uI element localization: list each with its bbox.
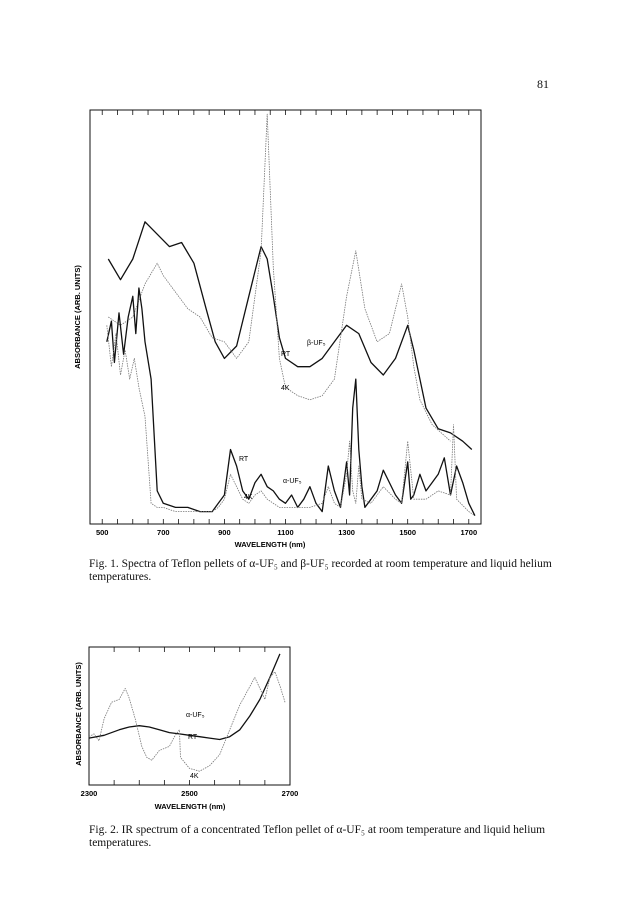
fig1-tick-label-700: 700 <box>157 528 170 537</box>
fig1-tick-label-1700: 1700 <box>460 528 478 537</box>
fig2-tick-label-2500: 2500 <box>181 789 198 798</box>
fig2-series-0 <box>89 654 280 740</box>
fig2-xlabel: WAVELENGTH (nm) <box>154 802 226 811</box>
figure-1-caption: Fig. 1. Spectra of Teflon pellets of α-UF₅ and β-UF₅ recorded at room temperature and liquid helium temperatures. <box>89 558 552 583</box>
fig1-series-3 <box>107 325 475 515</box>
fig1-tick-label-500: 500 <box>95 528 109 537</box>
fig1-tick-label-1100: 1100 <box>277 528 294 537</box>
fig1-tick-label-1500: 1500 <box>399 528 417 537</box>
fig1-label-beta-rt: RT <box>281 351 291 358</box>
fig1-series-0 <box>108 222 472 450</box>
fig2-label-4k: 4K <box>190 773 199 780</box>
figure-2-chart <box>0 635 624 825</box>
fig2-tick-label-2700: 2700 <box>281 789 299 798</box>
fig1-series-1 <box>108 114 450 441</box>
fig1-plot-frame <box>90 110 481 524</box>
fig2-label-rt: RT <box>188 734 198 741</box>
fig1-label-beta: β-UF₅ <box>307 340 326 347</box>
fig2-ylabel: ABSORBANCE (ARB. UNITS) <box>74 662 83 766</box>
fig1-label-alpha-rt: RT <box>239 456 249 463</box>
fig2-series-1 <box>89 672 285 771</box>
fig1-tick-label-1300: 1300 <box>338 528 355 537</box>
fig1-xlabel: WAVELENGTH (nm) <box>234 540 306 549</box>
fig1-label-alpha: α-UF₅ <box>283 478 302 485</box>
fig1-label-alpha-4k: 4K <box>244 494 253 501</box>
figure-2-caption: Fig. 2. IR spectrum of a concentrated Teflon pellet of α-UF₅ at room temperature and liquid helium temperatures. <box>89 824 546 849</box>
fig1-label-beta-4k: 4K <box>281 385 290 392</box>
fig2-tick-label-2300: 2300 <box>80 789 98 798</box>
fig2-label-alpha: α-UF₅ <box>186 712 205 719</box>
fig1-ylabel: ABSORBANCE (ARB. UNITS) <box>73 265 82 369</box>
fig1-tick-label-900: 900 <box>218 528 231 537</box>
page-number: 81 <box>537 77 549 91</box>
